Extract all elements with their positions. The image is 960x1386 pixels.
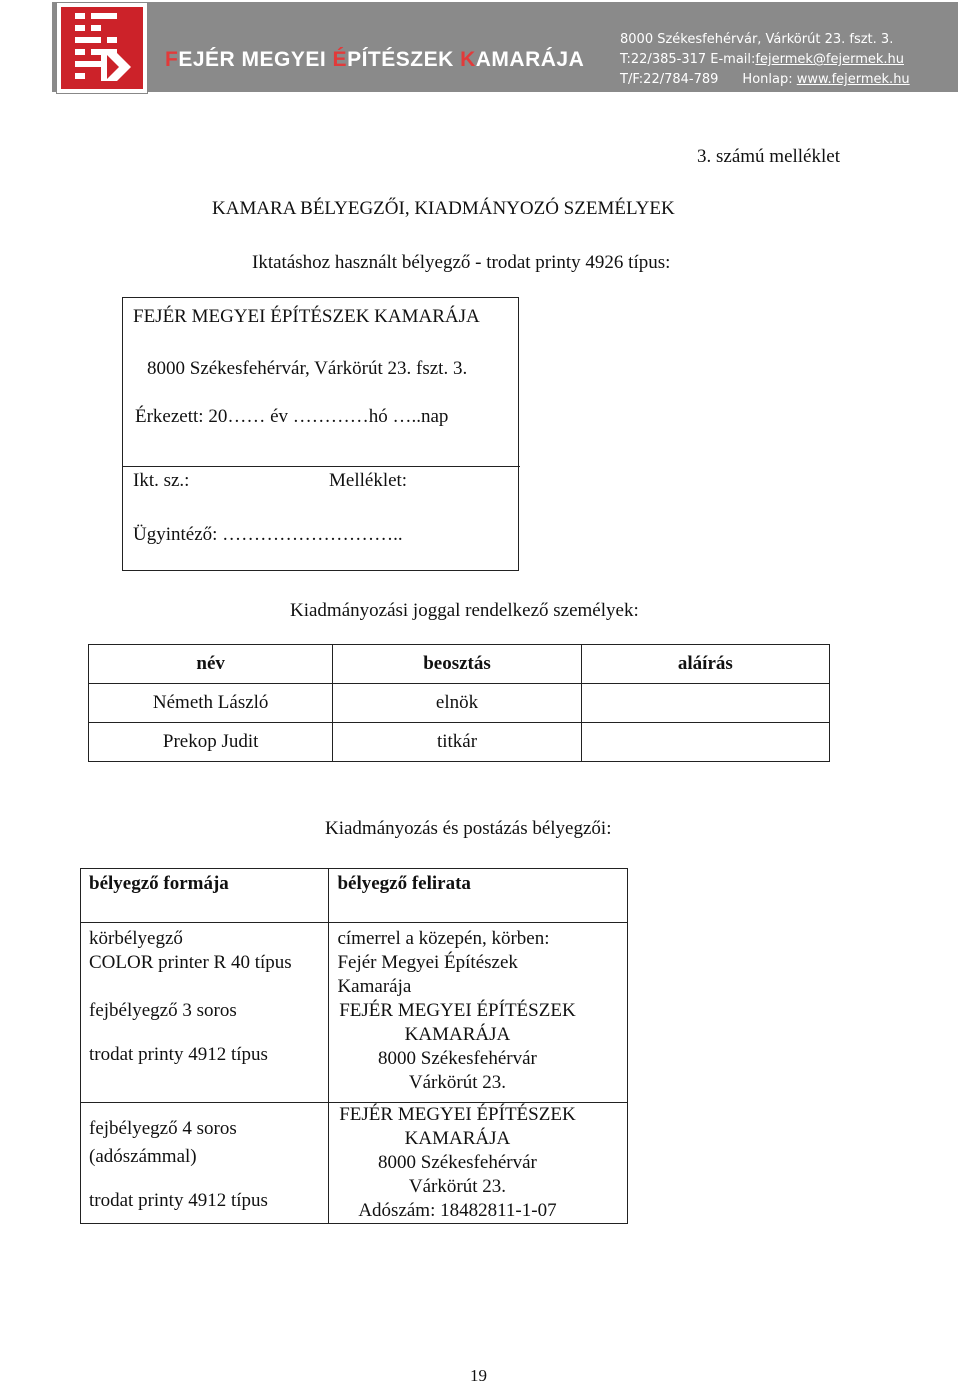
stamp-text-line: Várkörút 23. <box>408 1072 506 1093</box>
stamp-line-received: Érkezett: 20…… év …………hó …..nap <box>135 406 449 427</box>
col-role-header: beosztás <box>333 645 581 684</box>
email-link[interactable]: fejermek@fejermek.hu <box>755 52 904 67</box>
col-sign-header: aláírás <box>581 645 829 684</box>
annex-label: 3. számú melléklet <box>697 146 840 167</box>
page-number: 19 <box>470 1366 487 1385</box>
fek-logo-icon <box>61 7 143 89</box>
table-row <box>89 684 830 723</box>
signer-name: Prekop Judit <box>89 723 333 762</box>
stamp-text-cell <box>329 1103 628 1224</box>
stamp-form-line: (adószámmal) <box>89 1146 197 1167</box>
stamps-heading: Kiadmányozás és postázás bélyegzői: <box>325 818 612 839</box>
stamp-text-line: FEJÉR MEGYEI ÉPÍTÉSZEK <box>339 1104 576 1125</box>
stamp-form-line: körbélyegző <box>89 928 183 949</box>
header-address: 8000 Székesfehérvár, Várkörút 23. fszt. 3. <box>620 32 894 47</box>
stamp-form-cell <box>81 1103 329 1224</box>
table-row <box>81 1103 628 1224</box>
stamp-line-org: FEJÉR MEGYEI ÉPÍTÉSZEK KAMARÁJA <box>133 306 480 327</box>
table-row <box>81 923 628 1103</box>
table-header-row <box>89 645 830 684</box>
header-phone-email: T:22/385-317 E-mail:fejermek@fejermek.hu <box>620 52 904 67</box>
header-fax-web: T/F:22/784-789 Honlap: www.fejermek.hu <box>620 72 910 87</box>
col-name-header: név <box>89 645 333 684</box>
col-stamp-text-header: bélyegző felirata <box>329 869 628 923</box>
signer-name: Németh László <box>89 684 333 723</box>
signer-signature <box>581 723 829 762</box>
stamp-text-line: Fejér Megyei Építészek <box>337 952 518 973</box>
registration-stamp-box <box>122 297 519 571</box>
stamp-text-line: 8000 Székesfehérvár <box>378 1152 537 1173</box>
stamp-text-line: 8000 Székesfehérvár <box>378 1048 537 1069</box>
signer-role: titkár <box>333 723 581 762</box>
stamp-ikt: Ikt. sz.: <box>133 470 190 491</box>
stamp-form-line: fejbélyegző 4 soros <box>89 1118 237 1139</box>
stamp-text-line: FEJÉR MEGYEI ÉPÍTÉSZEK <box>339 1000 576 1021</box>
stamp-divider <box>123 466 520 467</box>
stamp-ugyintezo: Ügyintéző: ……………………….. <box>133 524 403 545</box>
stamp-text-cell <box>329 923 628 1103</box>
stamp-text-line: Kamarája <box>337 976 412 997</box>
signer-signature <box>581 684 829 723</box>
stamp-intro: Iktatáshoz használt bélyegző - trodat printy 4926 típus: <box>252 252 671 273</box>
stamp-text-line: Adószám: 18482811-1-07 <box>358 1200 557 1221</box>
stamp-form-line: fejbélyegző 3 soros <box>89 1000 237 1021</box>
stamp-form-line: COLOR printer R 40 típus <box>89 952 292 973</box>
stamp-line-address: 8000 Székesfehérvár, Várkörút 23. fszt. 3. <box>147 358 468 379</box>
signers-table <box>88 644 830 762</box>
stamp-form-cell <box>81 923 329 1103</box>
stamp-text-line: címerrel a közepén, körben: <box>337 928 550 949</box>
col-stamp-form-header: bélyegző formája <box>81 869 329 923</box>
stamp-form-line: trodat printy 4912 típus <box>89 1190 268 1211</box>
signers-heading: Kiadmányozási joggal rendelkező személyek: <box>290 600 639 621</box>
org-name: FEJÉR MEGYEI ÉPÍTÉSZEK KAMARÁJA <box>165 48 585 71</box>
stamp-melleklet: Melléklet: <box>329 470 408 491</box>
page-title: KAMARA BÉLYEGZŐI, KIADMÁNYOZÓ SZEMÉLYEK <box>212 198 675 219</box>
table-header-row <box>81 869 628 923</box>
stamp-text-line: KAMARÁJA <box>404 1024 511 1045</box>
stamp-text-line: Várkörút 23. <box>408 1176 506 1197</box>
stamp-form-line: trodat printy 4912 típus <box>89 1044 268 1065</box>
table-row <box>89 723 830 762</box>
chamber-logo <box>56 2 148 94</box>
stamp-text-line: KAMARÁJA <box>404 1128 511 1149</box>
signer-role: elnök <box>333 684 581 723</box>
stamps-table <box>80 868 628 1224</box>
website-link[interactable]: www.fejermek.hu <box>796 72 910 87</box>
